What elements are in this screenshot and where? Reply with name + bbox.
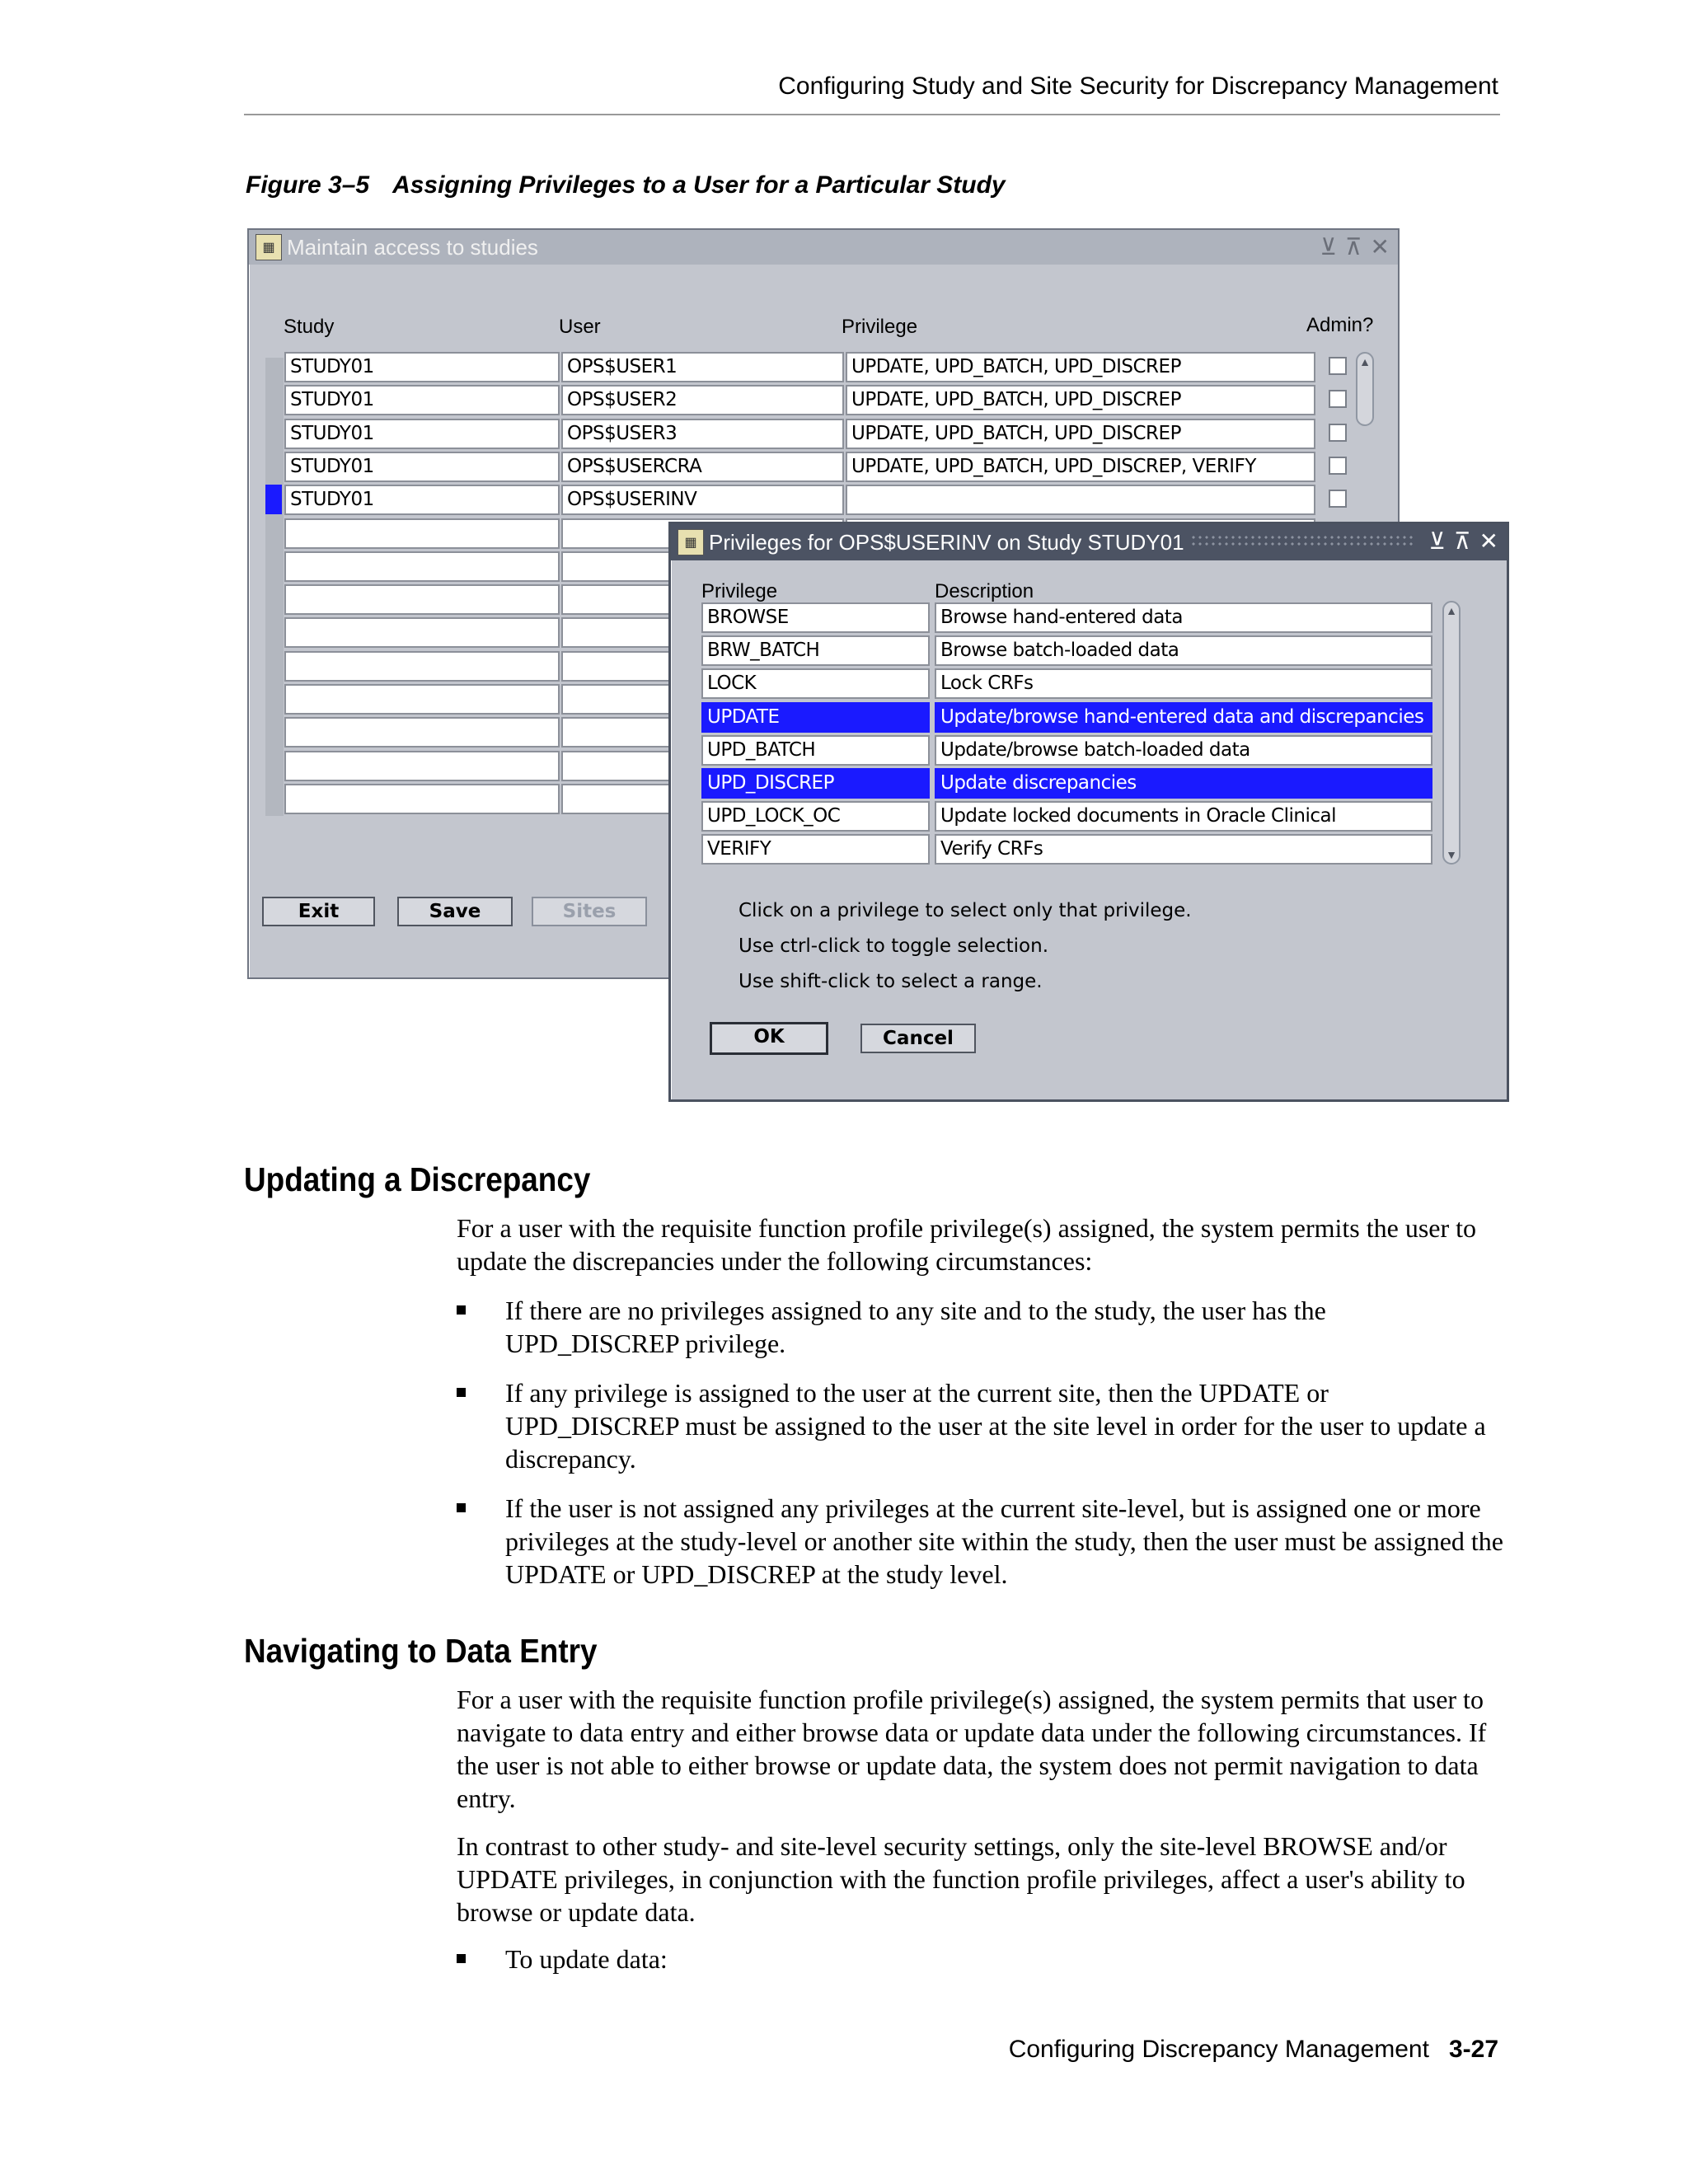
titlebar-grip — [1190, 534, 1416, 549]
description-cell[interactable]: Browse hand-entered data — [935, 602, 1432, 633]
user-cell[interactable]: OPS$USER1 — [561, 352, 844, 382]
privilege-column-header: Privilege — [842, 316, 918, 338]
oracle-forms-icon: ▦ — [256, 234, 282, 260]
section-heading-updating: Updating a Discrepancy — [244, 1160, 591, 1198]
close-icon[interactable]: ✕ — [1370, 234, 1390, 260]
list-item — [457, 1943, 1503, 1975]
admin-checkbox[interactable] — [1329, 390, 1347, 408]
study-cell[interactable] — [284, 651, 560, 682]
admin-checkbox[interactable] — [1329, 490, 1347, 508]
bullet-text: If the user is not assigned any privileges at the current site-level, but is assigned one or more privileges at the study-level or another site within the study, then the user must be assigned the UPDATE or UPD_DISCREP at the study level. — [505, 1493, 1503, 1589]
study-column-header: Study — [284, 316, 335, 338]
list-item — [457, 1294, 1503, 1360]
footer-chapter: Configuring Discrepancy Management — [1008, 2036, 1429, 2063]
study-cell[interactable] — [284, 584, 560, 615]
updating-intro: For a user with the requisite function profile privilege(s) assigned, the system permits the user to update the discrepancies under the following circumstances: — [457, 1213, 1477, 1276]
minimize-icon[interactable]: ⊻ — [1320, 234, 1338, 260]
page-number: 3-27 — [1448, 2036, 1498, 2063]
privilege-cell[interactable]: VERIFY — [701, 834, 930, 865]
privilege-cell[interactable]: BRW_BATCH — [701, 635, 930, 666]
study-cell[interactable]: STUDY01 — [284, 419, 560, 449]
privilege-cell[interactable]: UPDATE, UPD_BATCH, UPD_DISCREP — [846, 385, 1315, 415]
list-item — [457, 1376, 1503, 1475]
bullet-icon — [457, 1388, 466, 1397]
help-text-2: Use ctrl-click to toggle selection. — [738, 935, 1049, 957]
study-cell[interactable] — [284, 751, 560, 781]
study-cell[interactable] — [284, 617, 560, 648]
description-cell[interactable]: Browse batch-loaded data — [935, 635, 1432, 666]
help-text-3: Use shift-click to select a range. — [738, 971, 1043, 992]
bullet-icon — [457, 1954, 466, 1963]
study-cell[interactable] — [284, 717, 560, 748]
user-column-header: User — [559, 316, 601, 338]
user-cell[interactable]: OPS$USER2 — [561, 385, 844, 415]
privilege-cell[interactable]: UPDATE, UPD_BATCH, UPD_DISCREP — [846, 419, 1315, 449]
figure-title: Assigning Privileges to a User for a Particular Study — [392, 171, 1006, 199]
admin-checkbox[interactable] — [1329, 424, 1347, 442]
scroll-down-icon[interactable]: ▼ — [1446, 848, 1457, 861]
bullet-icon — [457, 1305, 466, 1315]
oracle-forms-icon: ▦ — [678, 529, 704, 555]
exit-button[interactable]: Exit — [262, 897, 375, 926]
privilege-cell[interactable]: BROWSE — [701, 602, 930, 633]
sites-button[interactable]: Sites — [532, 897, 647, 926]
privilege-cell[interactable]: UPD_DISCREP — [701, 768, 930, 799]
scroll-up-icon[interactable]: ▲ — [1446, 604, 1457, 617]
help-text-1: Click on a privilege to select only that privilege. — [738, 900, 1192, 921]
dialog-title: Privileges for OPS$USERINV on Study STUDY01 — [709, 529, 1184, 555]
window-title: Maintain access to studies — [287, 234, 538, 260]
user-cell[interactable]: OPS$USERINV — [561, 485, 844, 515]
scroll-up-icon[interactable]: ▲ — [1359, 355, 1371, 368]
privilege-cell[interactable]: UPDATE, UPD_BATCH, UPD_DISCREP — [846, 352, 1315, 382]
bullet-text: To update data: — [505, 1944, 668, 1974]
figure-number: Figure 3–5 — [246, 171, 370, 199]
privilege-cell[interactable]: UPDATE, UPD_BATCH, UPD_DISCREP, VERIFY — [846, 452, 1315, 482]
minimize-icon[interactable]: ⊻ — [1428, 528, 1447, 554]
admin-checkbox[interactable] — [1329, 457, 1347, 475]
study-cell[interactable]: STUDY01 — [284, 352, 560, 382]
maximize-icon[interactable]: ⊼ — [1345, 234, 1362, 260]
privilege-column-header: Privilege — [701, 580, 778, 602]
study-cell[interactable] — [284, 784, 560, 814]
privilege-cell[interactable]: UPDATE — [701, 702, 930, 733]
record-gutter — [265, 358, 284, 816]
privilege-cell[interactable]: UPD_LOCK_OC — [701, 801, 930, 832]
navigating-para-1: For a user with the requisite function profile privilege(s) assigned, the system permits that user to navigate to data entry and either browse data or update data under the following circumstances. If the user is not able to either browse or update data, the system does not permit navigation to data entry. — [457, 1685, 1487, 1813]
user-cell[interactable]: OPS$USERCRA — [561, 452, 844, 482]
bullet-icon — [457, 1503, 466, 1512]
privilege-scrollbar[interactable] — [1442, 601, 1461, 865]
study-cell[interactable] — [284, 684, 560, 715]
privilege-cell[interactable] — [846, 485, 1315, 515]
admin-column-header: Admin? — [1306, 314, 1374, 336]
description-cell[interactable]: Update/browse batch-loaded data — [935, 735, 1432, 766]
page-footer — [1009, 2036, 1498, 2064]
bullet-text: If there are no privileges assigned to any site and to the study, the user has the UPD_DISCREP privilege. — [505, 1296, 1326, 1358]
ok-button[interactable]: OK — [710, 1022, 828, 1055]
privilege-cell[interactable]: LOCK — [701, 668, 930, 699]
study-cell[interactable] — [284, 518, 560, 549]
main-scrollbar[interactable] — [1356, 352, 1374, 426]
cancel-button[interactable]: Cancel — [860, 1024, 976, 1053]
admin-checkbox[interactable] — [1329, 357, 1347, 375]
maximize-icon[interactable]: ⊼ — [1454, 528, 1471, 554]
save-button[interactable]: Save — [397, 897, 513, 926]
description-cell[interactable]: Lock CRFs — [935, 668, 1432, 699]
privilege-cell[interactable]: UPD_BATCH — [701, 735, 930, 766]
description-cell[interactable]: Update locked documents in Oracle Clinical — [935, 801, 1432, 832]
navigating-para-2: In contrast to other study- and site-level security settings, only the site-level BROWSE and/or UPDATE privileges, in conjunction with the function profile privileges, affect a user's ability to browse or update data. — [457, 1831, 1465, 1927]
privileges-titlebar — [671, 524, 1507, 560]
study-cell[interactable]: STUDY01 — [284, 385, 560, 415]
study-cell[interactable]: STUDY01 — [284, 485, 560, 515]
maintain-access-titlebar — [249, 230, 1398, 265]
bullet-text: If any privilege is assigned to the user at the current site, then the UPDATE or UPD_DISCREP must be assigned to the user at the site level in order for the user to update a discrepancy. — [505, 1378, 1486, 1474]
study-cell[interactable] — [284, 551, 560, 582]
description-column-header: Description — [935, 580, 1034, 602]
list-item — [457, 1492, 1503, 1591]
running-header: Configuring Study and Site Security for Discrepancy Management — [778, 73, 1498, 100]
privileges-dialog — [668, 522, 1509, 1102]
current-record-indicator — [265, 485, 282, 514]
description-cell[interactable]: Update/browse hand-entered data and discrepancies — [935, 702, 1432, 733]
study-cell[interactable]: STUDY01 — [284, 452, 560, 482]
close-icon[interactable]: ✕ — [1479, 528, 1498, 554]
description-cell[interactable]: Update discrepancies — [935, 768, 1432, 799]
section-heading-navigating: Navigating to Data Entry — [244, 1632, 598, 1670]
user-cell[interactable]: OPS$USER3 — [561, 419, 844, 449]
description-cell[interactable]: Verify CRFs — [935, 834, 1432, 865]
figure-caption — [246, 171, 1006, 199]
header-rule — [244, 114, 1500, 115]
